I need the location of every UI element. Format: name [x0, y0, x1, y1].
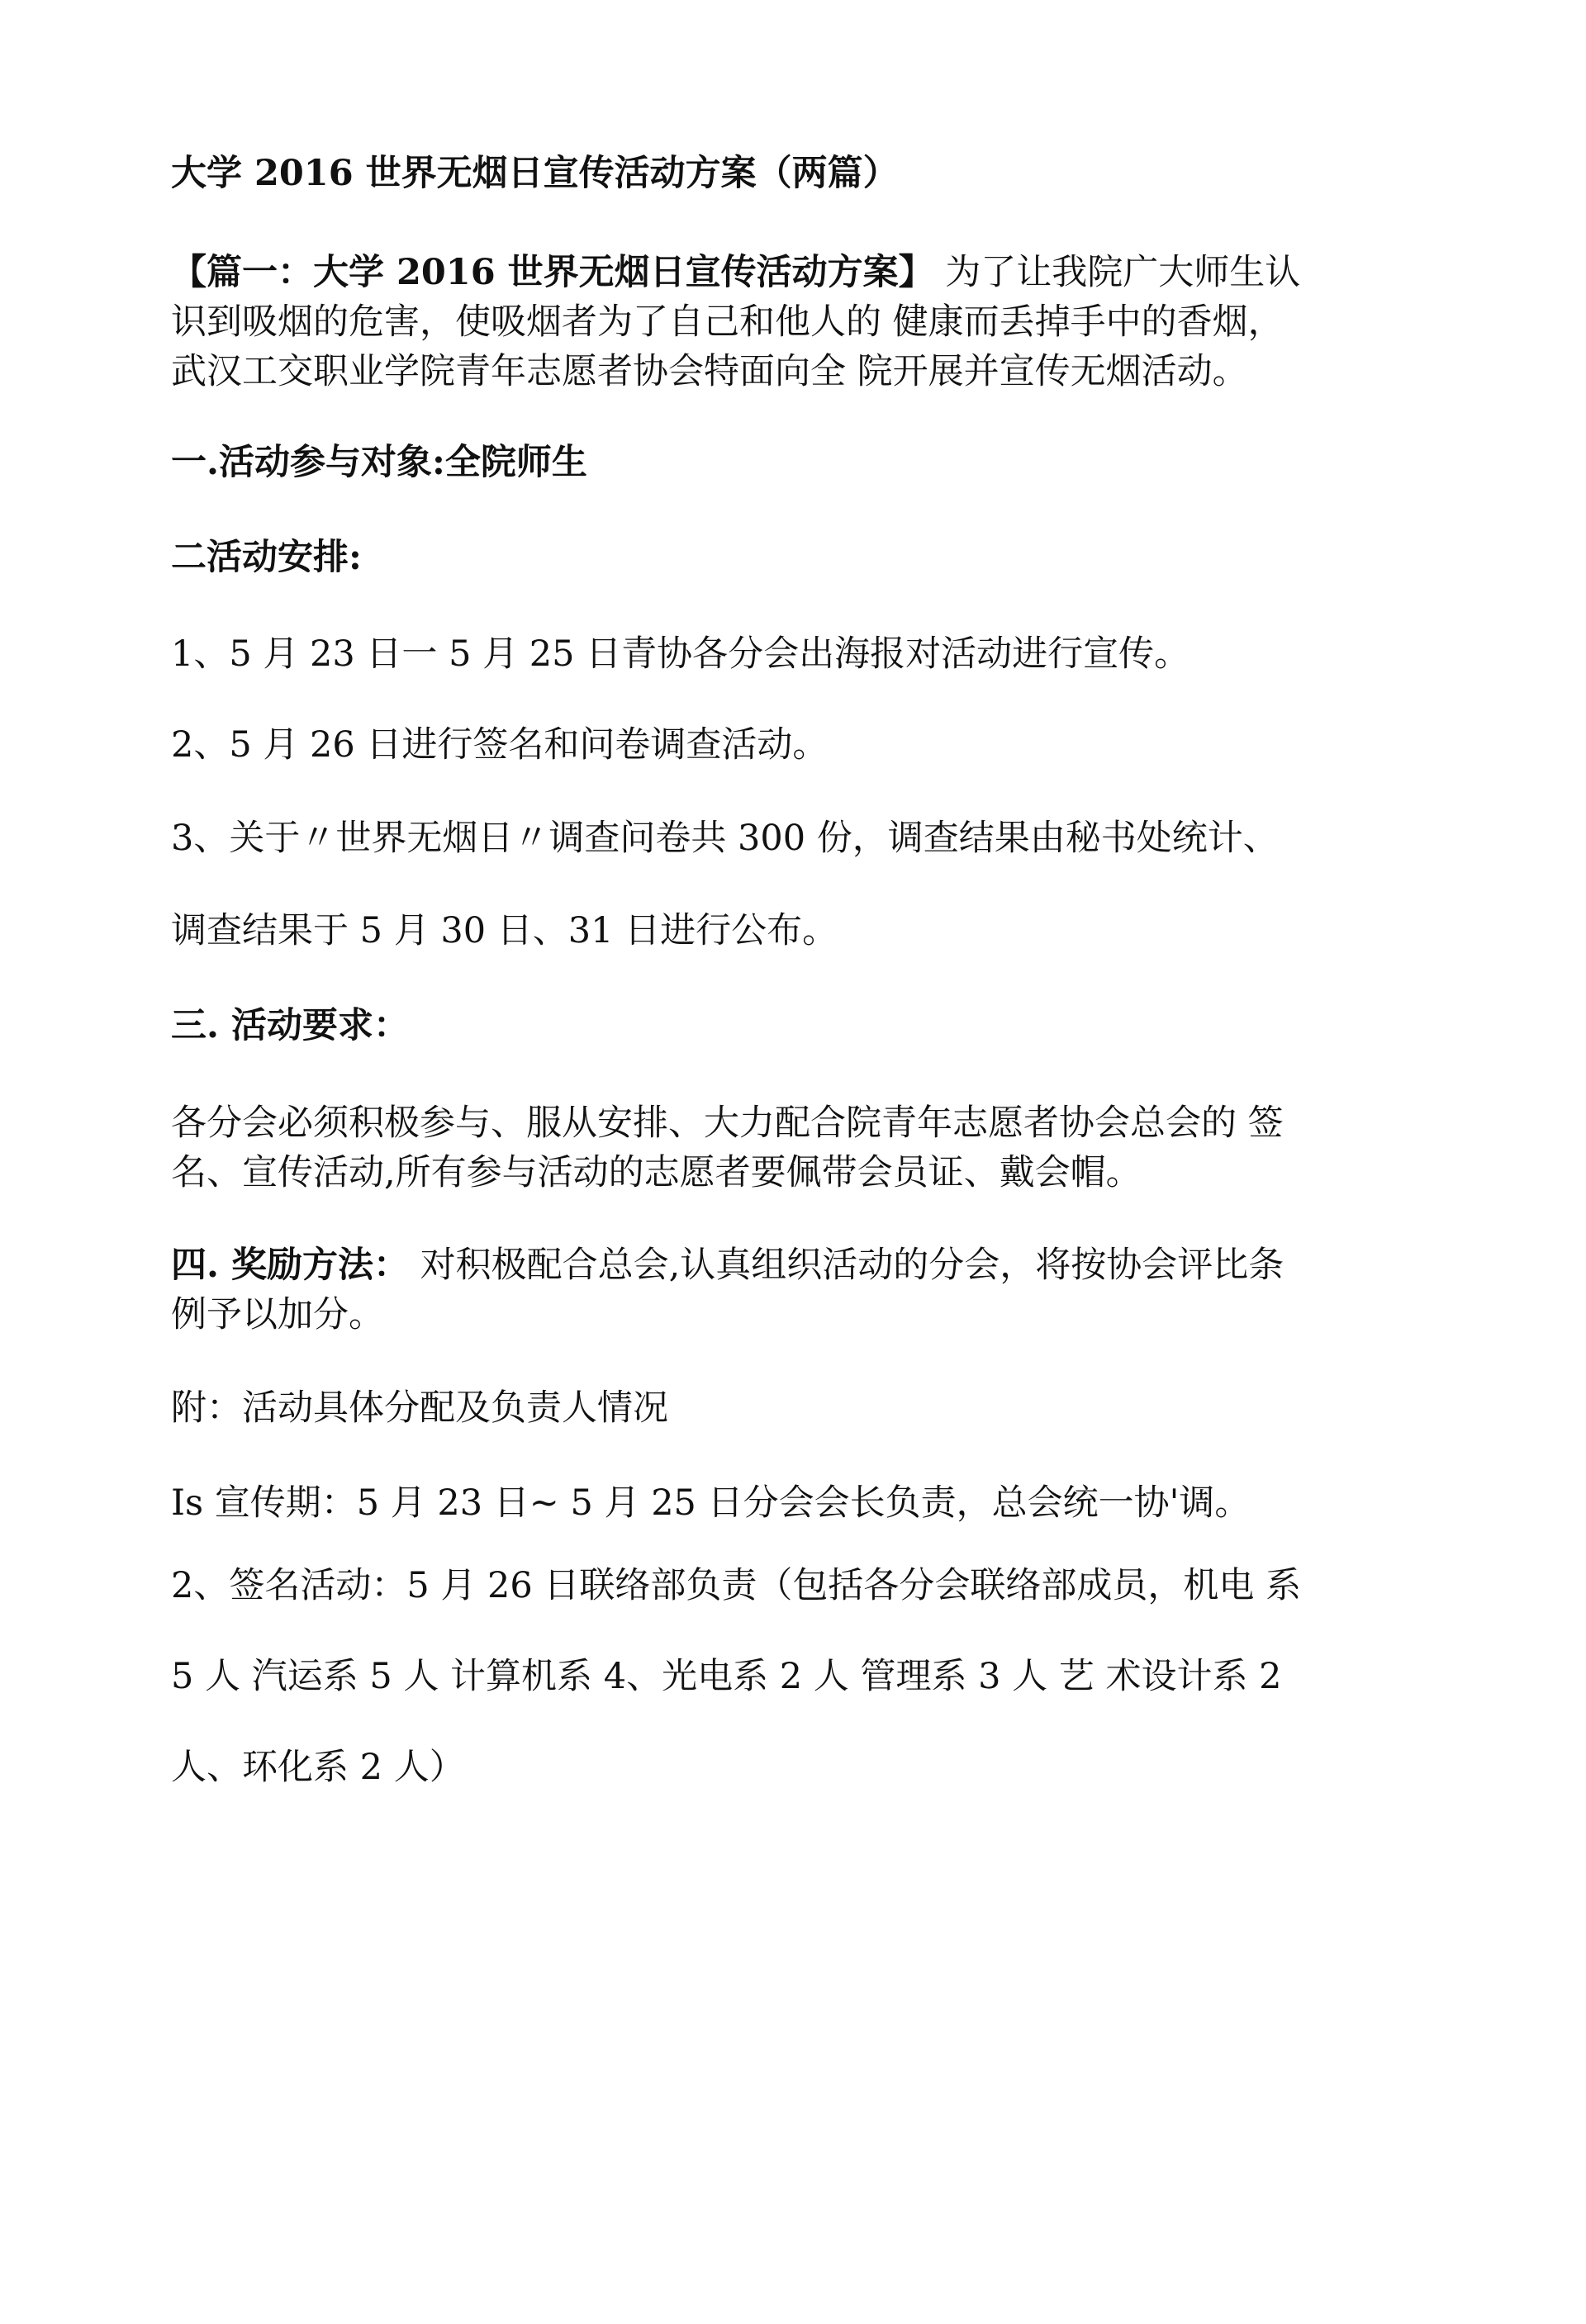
section-1-heading: 一.活动参与对象:全院师生 — [171, 442, 587, 483]
appendix-item-1: Is 宣传期：5 月 23 日~ 5 月 25 日分会会长负责，总会统一协'调。 — [171, 1482, 1251, 1524]
section-4-heading: 四. 奖励方法： — [171, 1245, 409, 1286]
appendix-item-2-line-3: 人、环化系 2 人） — [171, 1747, 465, 1788]
schedule-item-3-line-1: 3、关于〃世界无烟日〃调查问卷共 300 份，调查结果由秘书处统计、 — [171, 818, 1279, 859]
intro-line-1 — [171, 248, 1300, 297]
appendix-heading: 附：活动具体分配及负责人情况 — [171, 1387, 668, 1429]
reward-line-1 — [171, 1240, 1284, 1290]
section-2-heading: 二活动安排: — [171, 537, 362, 578]
reward-paragraph — [171, 1240, 1284, 1340]
appendix-item-2-line-1: 2、签名活动：5 月 26 日联络部负责（包括各分会联络部成员，机电 系 — [171, 1565, 1302, 1606]
requirements-line-1: 各分会必须积极参与、服从安排、大力配合院青年志愿者协会总会的 签 — [171, 1103, 1284, 1144]
section-3-heading: 三. 活动要求： — [171, 1005, 409, 1046]
requirements-paragraph — [171, 1098, 1284, 1198]
intro-line-3: 武汉工交职业学院青年志愿者协会特面向全 院开展并宣传无烟活动。 — [171, 351, 1248, 392]
intro-heading: 【篇一：大学 2016 世界无烟日宣传活动方案】 — [171, 252, 934, 293]
schedule-item-1: 1、5 月 23 日一 5 月 25 日青协各分会出海报对活动进行宣传。 — [171, 633, 1190, 675]
requirements-line-2: 名、宣传活动,所有参与活动的志愿者要佩带会员证、戴会帽。 — [171, 1152, 1142, 1193]
reward-line-1-text: 对积极配合总会,认真组织活动的分会，将按协会评比条 — [408, 1245, 1284, 1286]
intro-paragraph — [171, 248, 1300, 396]
intro-line-2: 识到吸烟的危害，使吸烟者为了自己和他人的 健康而丢掉手中的香烟， — [171, 301, 1284, 343]
schedule-item-2: 2、5 月 26 日进行签名和问卷调查活动。 — [171, 724, 829, 766]
appendix-item-2-line-2: 5 人 汽运系 5 人 计算机系 4、光电系 2 人 管理系 3 人 艺 术设计系 2 — [171, 1656, 1282, 1697]
schedule-item-3-line-2: 调查结果于 5 月 30 日、31 日进行公布。 — [171, 910, 838, 951]
document-title: 大学 2016 世界无烟日宣传活动方案（两篇） — [171, 153, 899, 194]
reward-line-2: 例予以加分。 — [171, 1294, 384, 1335]
intro-line-1-text: 为了让我院广大师生认 — [933, 252, 1301, 293]
